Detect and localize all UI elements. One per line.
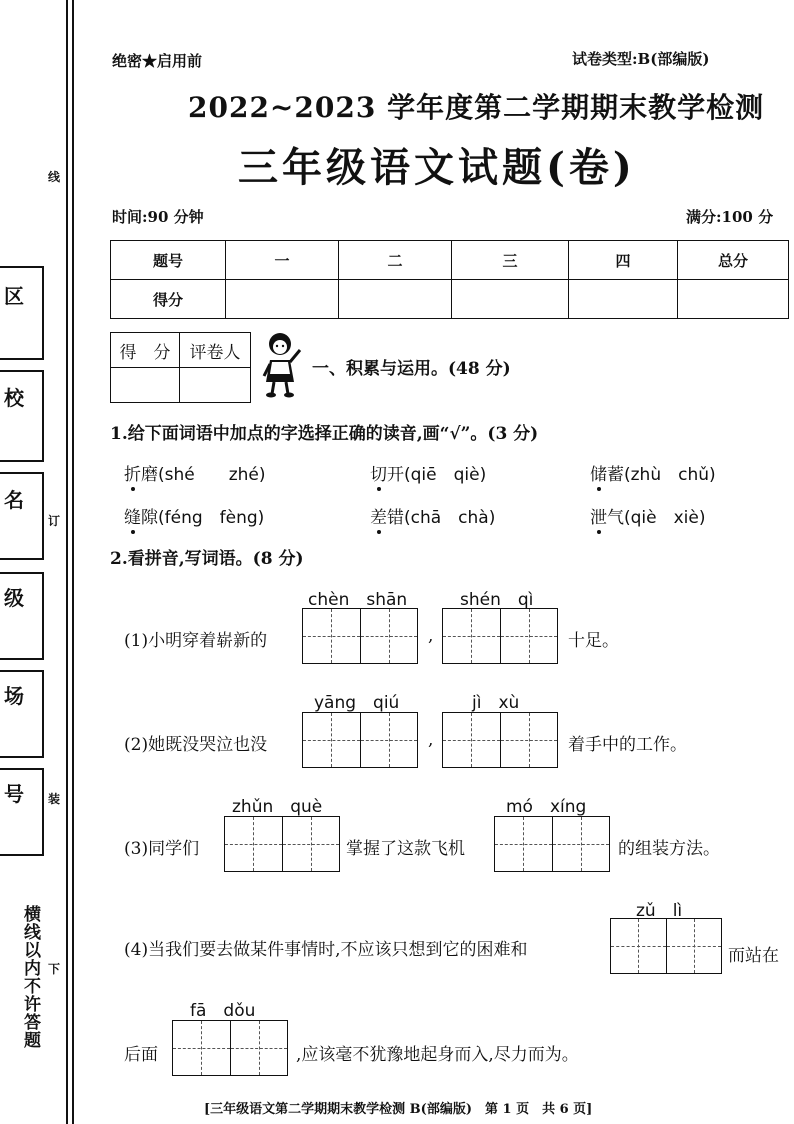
cartoon-girl-icon <box>258 330 306 398</box>
time-limit: 时间:90 分钟 <box>112 208 204 226</box>
q2-prompt: 2.看拼音,写词语。(8 分) <box>110 549 304 569</box>
seat-number-label: 号 <box>4 782 24 806</box>
pinyin-options: (shé zhé) <box>158 465 266 485</box>
sentence-text: (3)同学们 <box>124 839 200 859</box>
comma: , <box>428 730 434 750</box>
item-rest: 磨 <box>141 465 158 485</box>
pinyin-label: fā dǒu <box>190 1001 256 1021</box>
item-rest: 隙 <box>141 508 158 528</box>
dotted-char: 储 <box>590 465 607 485</box>
sentence-text: 而站在 <box>728 946 779 966</box>
score-table-header-cell: 四 <box>569 241 678 280</box>
district-label: 区 <box>4 284 24 308</box>
score-table-header-cell: 一 <box>226 241 339 280</box>
pinyin-label: jì xù <box>472 693 520 713</box>
writing-grid[interactable] <box>302 712 418 768</box>
exam-room-label: 场 <box>4 684 24 708</box>
writing-grid[interactable] <box>302 608 418 664</box>
grader-score-label: 得 分 <box>111 333 180 368</box>
binding-strip <box>0 0 78 1124</box>
item-rest: 开 <box>387 465 404 485</box>
line-mark: 线 <box>48 170 61 184</box>
writing-grid[interactable] <box>224 816 340 872</box>
item-rest: 气 <box>607 508 624 528</box>
grader-name-cell[interactable] <box>180 368 251 403</box>
writing-grid[interactable] <box>442 712 558 768</box>
sentence-text: 掌握了这款飞机 <box>346 839 465 859</box>
paper-type-label: 试卷类型:B(部编版) <box>572 50 710 68</box>
page-footer: [三年级语文第二学期期末教学检测 B(部编版) 第 1 页 共 6 页] <box>204 1102 593 1117</box>
q1-prompt: 1.给下面词语中加点的字选择正确的读音,画“√”。(3 分) <box>110 424 539 444</box>
dotted-char: 折 <box>124 465 141 485</box>
writing-grid[interactable] <box>494 816 610 872</box>
section1-title: 一、积累与运用。(48 分) <box>312 359 511 379</box>
q1-item[interactable] <box>370 503 495 528</box>
pinyin-label: chèn shān <box>308 590 408 610</box>
no-answer-notice: 横线以内不许答题 <box>20 905 40 1049</box>
pinyin-label: zhǔn què <box>232 797 323 817</box>
class-label: 级 <box>4 586 24 610</box>
score-table-header-cell: 总分 <box>678 241 789 280</box>
bind-mark: 订 <box>48 514 61 528</box>
sentence-text: ,应该毫不犹豫地起身而入,尽力而为。 <box>296 1045 579 1065</box>
name-label: 名 <box>4 488 24 512</box>
score-table-header-cell: 二 <box>339 241 452 280</box>
confidential-label: 绝密★启用前 <box>112 52 203 70</box>
grader-box <box>110 332 251 403</box>
q1-item[interactable] <box>590 503 705 528</box>
score-entry-cell[interactable] <box>226 280 339 319</box>
grader-name-label: 评卷人 <box>180 333 251 368</box>
pinyin-label: yāng qiú <box>314 693 400 713</box>
sentence-text: 十足。 <box>568 631 619 651</box>
writing-grid[interactable] <box>172 1020 288 1076</box>
q1-item[interactable] <box>124 460 266 485</box>
pinyin-options: (zhù chǔ) <box>624 465 716 485</box>
sentence-text: 的组装方法。 <box>618 839 720 859</box>
score-entry-cell[interactable] <box>678 280 789 319</box>
school-label: 校 <box>4 386 24 410</box>
binding-line <box>72 0 74 1124</box>
pinyin-label: mó xíng <box>506 797 587 817</box>
pinyin-options: (qiē qiè) <box>404 465 487 485</box>
subject-title: 三年级语文试题(卷) <box>238 144 636 191</box>
dotted-char: 切 <box>370 465 387 485</box>
writing-grid[interactable] <box>442 608 558 664</box>
item-rest: 错 <box>387 508 404 528</box>
sentence-text: (2)她既没哭泣也没 <box>124 735 268 755</box>
sentence-text: (4)当我们要去做某件事情时,不应该只想到它的困难和 <box>124 940 528 960</box>
writing-grid[interactable] <box>610 918 722 974</box>
down-mark: 下 <box>48 962 61 976</box>
score-table-header-cell: 三 <box>452 241 569 280</box>
full-score: 满分:100 分 <box>686 208 774 226</box>
score-table-header-cell: 题号 <box>111 241 226 280</box>
q1-item[interactable] <box>124 503 264 528</box>
comma: , <box>428 626 434 646</box>
sentence-text: 着手中的工作。 <box>568 735 687 755</box>
dotted-char: 缝 <box>124 508 141 528</box>
score-entry-cell[interactable] <box>452 280 569 319</box>
dotted-char: 差 <box>370 508 387 528</box>
pinyin-label: shén qì <box>460 590 534 610</box>
install-mark: 装 <box>48 792 61 806</box>
pinyin-options: (qiè xiè) <box>624 508 706 528</box>
sentence-text: 后面 <box>124 1045 158 1065</box>
q1-item[interactable] <box>370 460 486 485</box>
score-row-label: 得分 <box>111 280 226 319</box>
pinyin-label: zǔ lì <box>636 901 683 921</box>
pinyin-options: (chā chà) <box>404 508 496 528</box>
score-entry-cell[interactable] <box>569 280 678 319</box>
q1-item[interactable] <box>590 460 716 485</box>
item-rest: 蓄 <box>607 465 624 485</box>
grader-score-cell[interactable] <box>111 368 180 403</box>
score-entry-cell[interactable] <box>339 280 452 319</box>
score-table <box>110 240 789 319</box>
sentence-text: (1)小明穿着崭新的 <box>124 631 268 651</box>
exam-title: 2022~2023 学年度第二学期期末教学检测 <box>188 91 765 124</box>
dotted-char: 泄 <box>590 508 607 528</box>
pinyin-options: (féng fèng) <box>158 508 265 528</box>
binding-line <box>66 0 68 1124</box>
